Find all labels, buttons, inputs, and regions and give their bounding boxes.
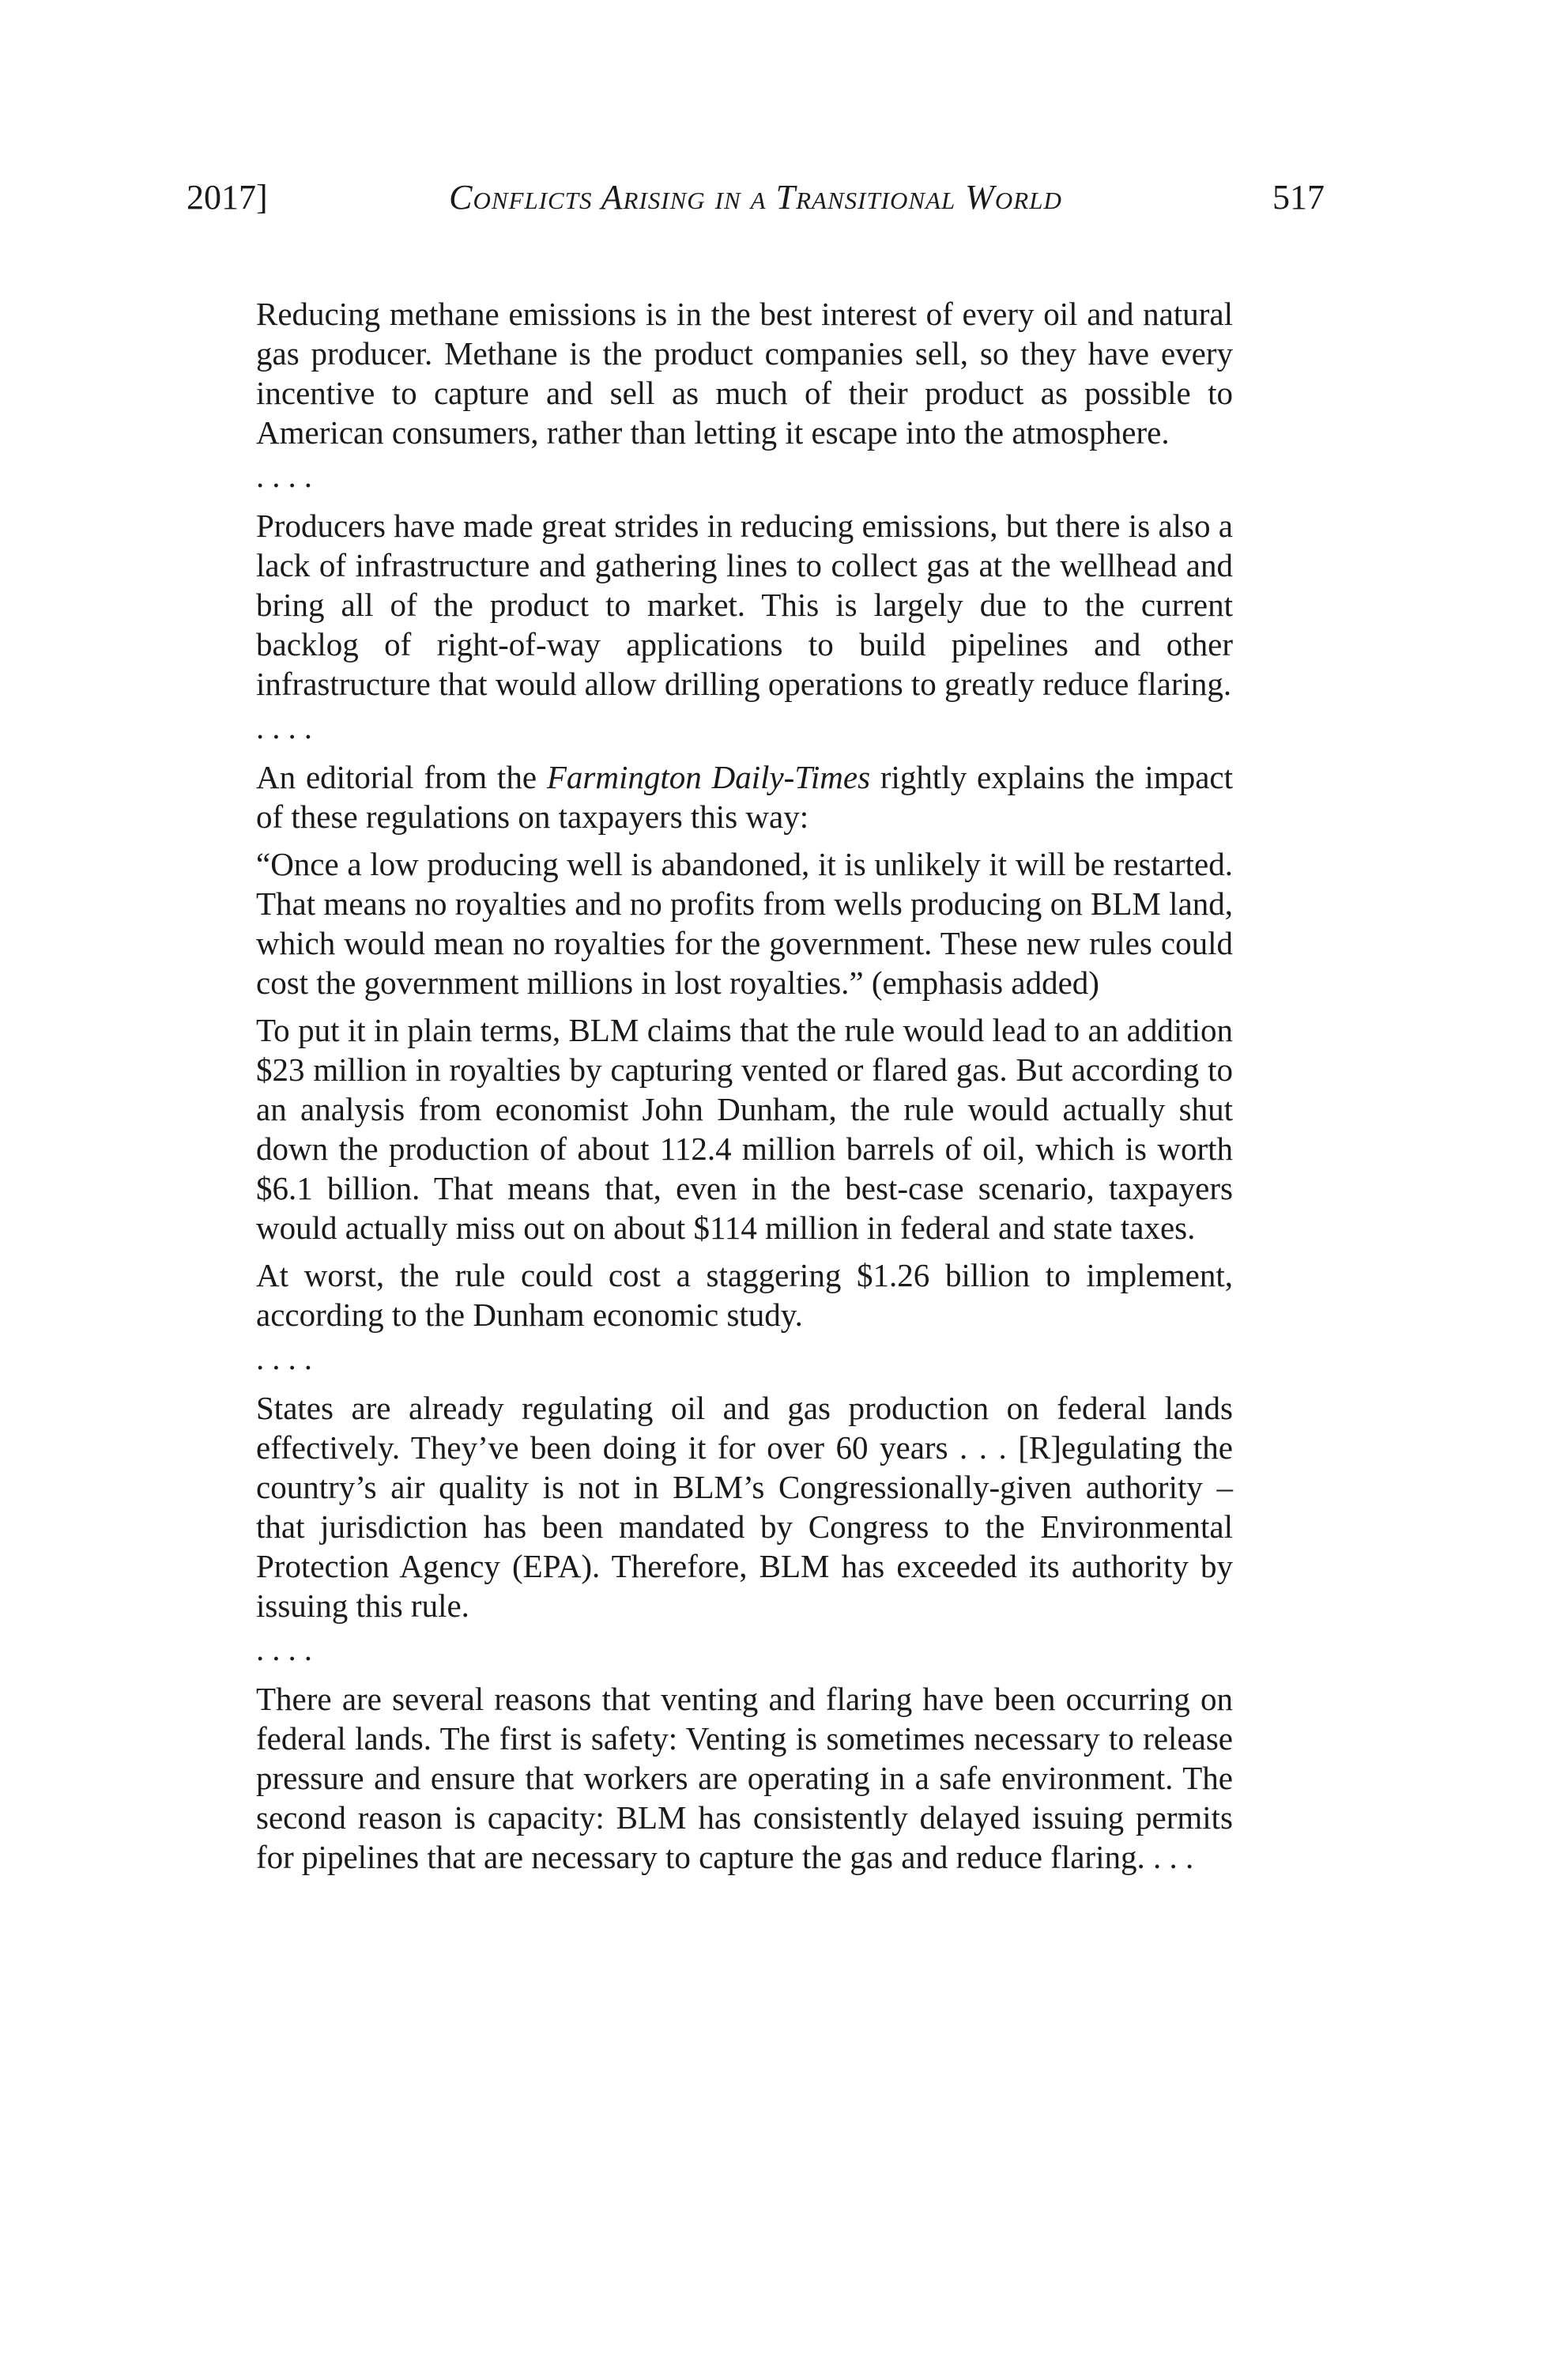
paragraph-royalties-analysis: To put it in plain terms, BLM claims that the rule would lead to an addition $23 million in royalties by capturing vented or flared gas. But according to an analysis from economist John Dunham, the rule would actually shut down the production of about 112.4 million barrels of oil, which is worth $6.1 billion. That means that, even in the best-case scenario, taxpayers would actually miss out on about $114 million in federal and state taxes. xyxy=(256,1012,1233,1246)
paragraph-editorial-quote: “Once a low producing well is abandoned, it is unlikely it will be restarted. That means no royalties and no profits from wells producing on BLM land, which would mean no royalties for the government. These new rules could cost the government millions in lost royalties.” (emphasis added) xyxy=(256,846,1233,1001)
block-quote xyxy=(256,294,1233,1885)
ellipsis-separator: .... xyxy=(256,1631,320,1667)
editorial-intro-tail: rightly explains the impact of these regulations on taxpayers this way: xyxy=(256,759,1233,835)
paragraph-state-regulation: States are already regulating oil and gas production on federal lands effectively. They’ve been doing it for over 60 years . . . [R]egulating the country’s air quality is not in BLM’s Congressionally-given authority – that jurisdiction has been mandated by Congress to the Environmental Protection Agency (EPA). Therefore, BLM has exceeded its authority by issuing this rule. xyxy=(256,1390,1233,1624)
editorial-intro-lead: An editorial from the xyxy=(256,759,547,795)
ellipsis-separator: .... xyxy=(256,709,320,745)
volume-year: 2017] xyxy=(187,178,268,217)
editorial-source-title: Farmington Daily-Times xyxy=(546,759,871,795)
paragraph-infrastructure: Producers have made great strides in reducing emissions, but there is also a lack of infrastructure and gathering lines to collect gas at the wellhead and bring all of the product to market. This is largely due to the current backlog of right-of-way applications to build pipelines and other infrastructure that would allow drilling operations to greatly reduce flaring. xyxy=(256,508,1233,702)
paragraph-implementation-cost: At worst, the rule could cost a staggering $1.26 billion to implement, according to the Dunham economic study. xyxy=(256,1257,1233,1333)
ellipsis-separator: .... xyxy=(256,458,320,494)
paragraph-editorial-intro xyxy=(256,757,1233,836)
page-number: 517 xyxy=(1272,178,1325,217)
running-head xyxy=(187,172,1325,223)
running-title: Conflicts Arising in a Transitional World xyxy=(449,178,1062,217)
ellipsis-separator: .... xyxy=(256,1340,320,1376)
paragraph-methane-emissions: Reducing methane emissions is in the best interest of every oil and natural gas producer. Methane is the product companies sell, so they have every incentive to capture and sell as much of their product as possible to American consumers, rather than letting it escape into the atmosphere. xyxy=(256,296,1233,451)
paragraph-venting-reasons: There are several reasons that venting and flaring have been occurring on federal lands. The first is safety: Venting is sometimes necessary to release pressure and ensure that workers are operating in a safe environment. The second reason is capacity: BLM has consistently delayed issuing permits for pipelines that are necessary to capture the gas and reduce flaring. . . . xyxy=(256,1681,1233,1875)
